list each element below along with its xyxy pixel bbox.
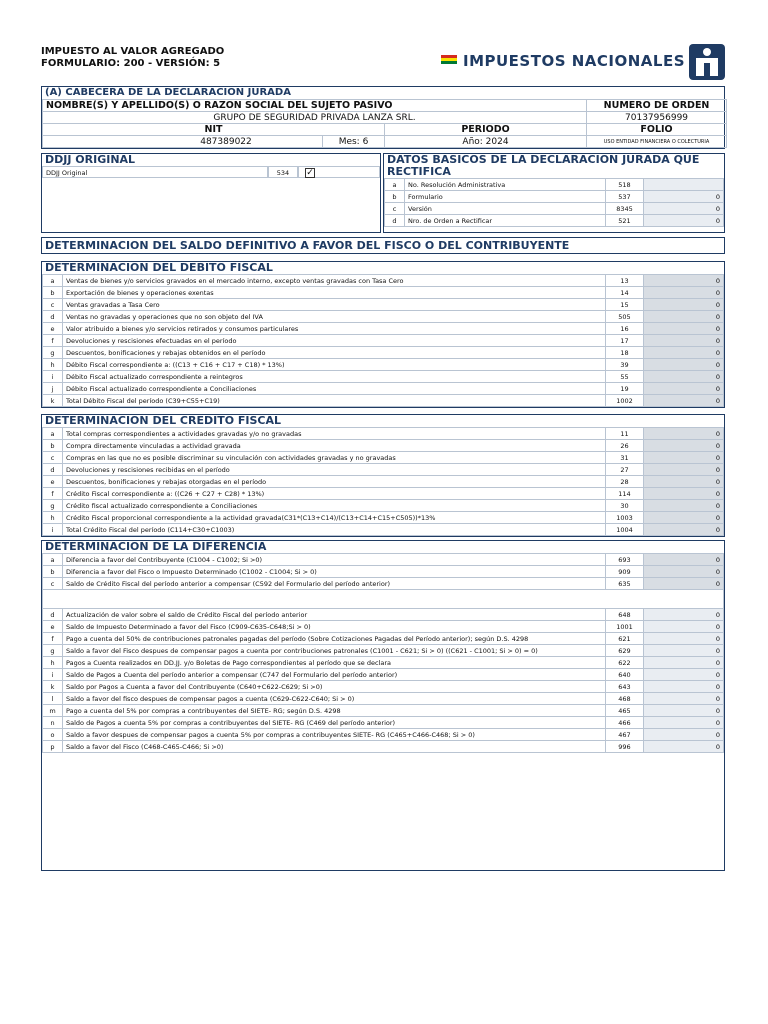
form-title-line2: FORMULARIO: 200 - VERSIÓN: 5 bbox=[41, 58, 221, 69]
ddjj-original-box bbox=[41, 153, 381, 233]
row-letter: o bbox=[43, 729, 63, 741]
table-row bbox=[43, 359, 724, 371]
row-code: 1001 bbox=[606, 621, 644, 633]
table-row bbox=[385, 215, 724, 227]
row-value[interactable]: 0 bbox=[644, 335, 724, 347]
row-letter: c bbox=[385, 203, 405, 215]
row-description: Descuentos, bonificaciones y rebajas otorgadas en el período bbox=[63, 476, 606, 488]
row-description: Saldo por Pagos a Cuenta a favor del Contribuyente (C640+C622-C629; Si >0) bbox=[63, 681, 606, 693]
row-letter: i bbox=[43, 669, 63, 681]
table-row bbox=[43, 741, 724, 753]
bolivia-flag-icon bbox=[441, 55, 457, 65]
row-description: Descuentos, bonificaciones y rebajas obtenidos en el período bbox=[63, 347, 606, 359]
table-row bbox=[43, 275, 724, 287]
form-page bbox=[41, 44, 725, 871]
table-row bbox=[43, 371, 724, 383]
row-code: 114 bbox=[606, 488, 644, 500]
nombre-value: GRUPO DE SEGURIDAD PRIVADA LANZA SRL. bbox=[43, 112, 587, 124]
row-value[interactable]: 0 bbox=[644, 669, 724, 681]
nit-value: 487389022 bbox=[43, 136, 323, 148]
row-value[interactable]: 0 bbox=[644, 512, 724, 524]
row-code: 19 bbox=[606, 383, 644, 395]
row-description: Valor atribuido a bienes y/o servicios retirados y consumos particulares bbox=[63, 323, 606, 335]
row-value[interactable]: 0 bbox=[644, 383, 724, 395]
table-row bbox=[43, 566, 724, 578]
row-letter: b bbox=[385, 191, 405, 203]
table-row bbox=[43, 633, 724, 645]
table-row bbox=[43, 524, 724, 536]
row-code: 26 bbox=[606, 440, 644, 452]
row-value[interactable]: 0 bbox=[644, 464, 724, 476]
table-row bbox=[43, 335, 724, 347]
row-code: 1004 bbox=[606, 524, 644, 536]
saldo-definitivo-title: DETERMINACION DEL SALDO DEFINITIVO A FAVOR DEL FISCO O DEL CONTRIBUYENTE bbox=[41, 237, 725, 254]
rectifica-box bbox=[383, 153, 725, 233]
row-code: 629 bbox=[606, 645, 644, 657]
row-description: Diferencia a favor del Contribuyente (C1004 - C1002; Si >0) bbox=[63, 554, 606, 566]
row-value[interactable]: 0 bbox=[644, 621, 724, 633]
row-description: Saldo a favor despues de compensar pagos a cuenta 5% por compras a contribuyentes SIETE- RG (C465+C466-C468; Si > 0) bbox=[63, 729, 606, 741]
table-row bbox=[43, 476, 724, 488]
table-row bbox=[43, 693, 724, 705]
row-code: 521 bbox=[606, 215, 644, 227]
row-description: Exportación de bienes y operaciones exentas bbox=[63, 287, 606, 299]
row-letter: i bbox=[43, 371, 63, 383]
row-value[interactable]: 0 bbox=[644, 729, 724, 741]
row-value[interactable]: 0 bbox=[644, 609, 724, 621]
row-code: 39 bbox=[606, 359, 644, 371]
row-code: 640 bbox=[606, 669, 644, 681]
form-header bbox=[41, 44, 725, 82]
row-value[interactable]: 0 bbox=[644, 476, 724, 488]
row-value[interactable]: 0 bbox=[644, 359, 724, 371]
table-row bbox=[43, 383, 724, 395]
row-description: Total Débito Fiscal del período (C39+C55+C19) bbox=[63, 395, 606, 407]
row-code: 996 bbox=[606, 741, 644, 753]
table-row bbox=[43, 452, 724, 464]
row-description: Saldo de Pagos a Cuenta del período anterior a compensar (C747 del Formulario del período anterior) bbox=[63, 669, 606, 681]
table-row bbox=[43, 554, 724, 566]
table-row bbox=[43, 299, 724, 311]
row-letter: e bbox=[43, 476, 63, 488]
row-code: 17 bbox=[606, 335, 644, 347]
row-code: 55 bbox=[606, 371, 644, 383]
cabecera-title: (A) CABECERA DE LA DECLARACION JURADA bbox=[45, 87, 291, 98]
table-row bbox=[385, 203, 724, 215]
row-value[interactable]: 0 bbox=[644, 633, 724, 645]
table-row bbox=[43, 428, 724, 440]
credito-table bbox=[42, 427, 724, 536]
ddjj-title: DDJJ ORIGINAL bbox=[45, 153, 136, 166]
row-value[interactable]: 0 bbox=[644, 428, 724, 440]
row-value[interactable]: 0 bbox=[644, 299, 724, 311]
row-code: 1002 bbox=[606, 395, 644, 407]
row-description: Total compras correspondientes a actividades gravadas y/o no gravadas bbox=[63, 428, 606, 440]
row-value[interactable]: 0 bbox=[644, 566, 724, 578]
row-value[interactable]: 0 bbox=[644, 524, 724, 536]
row-code: 14 bbox=[606, 287, 644, 299]
row-description: Compra directamente vinculadas a actividad gravada bbox=[63, 440, 606, 452]
row-code: 468 bbox=[606, 693, 644, 705]
row-value[interactable]: 0 bbox=[644, 554, 724, 566]
row-code: 28 bbox=[606, 476, 644, 488]
row-value[interactable]: 0 bbox=[644, 287, 724, 299]
diferencia-table-bottom bbox=[42, 608, 724, 753]
row-description: Devoluciones y rescisiones efectuadas en el período bbox=[63, 335, 606, 347]
row-letter: c bbox=[43, 452, 63, 464]
row-code: 643 bbox=[606, 681, 644, 693]
table-row bbox=[385, 179, 724, 191]
ddjj-original-row bbox=[42, 166, 380, 178]
cabecera-section bbox=[41, 86, 725, 149]
row-code: 621 bbox=[606, 633, 644, 645]
row-letter: m bbox=[43, 705, 63, 717]
row-letter: p bbox=[43, 741, 63, 753]
row-code: 8345 bbox=[606, 203, 644, 215]
row-letter: e bbox=[43, 323, 63, 335]
row-value[interactable]: 0 bbox=[644, 395, 724, 407]
row-code: 635 bbox=[606, 578, 644, 590]
row-letter: g bbox=[43, 645, 63, 657]
table-row bbox=[43, 311, 724, 323]
row-letter: c bbox=[43, 578, 63, 590]
row-letter: a bbox=[385, 179, 405, 191]
form-title bbox=[41, 46, 224, 70]
table-row bbox=[43, 347, 724, 359]
row-letter: h bbox=[43, 359, 63, 371]
debito-title: DETERMINACION DEL DEBITO FISCAL bbox=[45, 261, 273, 274]
table-row bbox=[43, 323, 724, 335]
row-code: 909 bbox=[606, 566, 644, 578]
row-description: Crédito Fiscal correspondiente a: ((C26 + C27 + C28) * 13%) bbox=[63, 488, 606, 500]
row-letter: g bbox=[43, 347, 63, 359]
row-value[interactable]: 0 bbox=[644, 657, 724, 669]
debito-section bbox=[41, 261, 725, 408]
row-letter: b bbox=[43, 287, 63, 299]
row-letter: n bbox=[43, 717, 63, 729]
row-code: 518 bbox=[606, 179, 644, 191]
credito-section bbox=[41, 414, 725, 537]
table-row bbox=[43, 287, 724, 299]
credito-title: DETERMINACION DEL CREDITO FISCAL bbox=[45, 414, 282, 427]
row-letter: e bbox=[43, 621, 63, 633]
table-row bbox=[43, 621, 724, 633]
row-letter: d bbox=[43, 464, 63, 476]
row-description: Pagos a Cuenta realizados en DD.JJ. y/o Boletas de Pago correspondientes al período que se declara bbox=[63, 657, 606, 669]
row-description: Crédito fiscal actualizado correspondiente a Conciliaciones bbox=[63, 500, 606, 512]
row-value[interactable]: 0 bbox=[644, 705, 724, 717]
table-row bbox=[43, 717, 724, 729]
row-description: Crédito Fiscal proporcional correspondiente a la actividad gravada(C31*(C13+C14)/(C13+C14+C15+C505))*13% bbox=[63, 512, 606, 524]
rectifica-table bbox=[384, 178, 724, 227]
ddjj-original-checkbox[interactable]: ✓ bbox=[306, 168, 314, 178]
row-value[interactable]: 0 bbox=[644, 741, 724, 753]
row-code: 648 bbox=[606, 609, 644, 621]
diferencia-title: DETERMINACION DE LA DIFERENCIA bbox=[45, 540, 267, 553]
table-row bbox=[43, 669, 724, 681]
row-value[interactable]: 0 bbox=[644, 645, 724, 657]
table-row bbox=[43, 395, 724, 407]
row-letter: b bbox=[43, 566, 63, 578]
row-code: 622 bbox=[606, 657, 644, 669]
row-code: 537 bbox=[606, 191, 644, 203]
table-row bbox=[385, 191, 724, 203]
row-letter: i bbox=[43, 524, 63, 536]
row-value[interactable] bbox=[644, 179, 724, 191]
row-letter: d bbox=[385, 215, 405, 227]
table-row bbox=[43, 488, 724, 500]
row-code: 505 bbox=[606, 311, 644, 323]
diferencia-section bbox=[41, 540, 725, 871]
row-description: Débito Fiscal actualizado correspondiente a Conciliaciones bbox=[63, 383, 606, 395]
row-description: Saldo de Impuesto Determinado a favor del Fisco (C909-C635-C648;Si > 0) bbox=[63, 621, 606, 633]
row-letter: b bbox=[43, 440, 63, 452]
row-code: 693 bbox=[606, 554, 644, 566]
row-letter: a bbox=[43, 554, 63, 566]
table-row bbox=[43, 705, 724, 717]
row-letter: a bbox=[43, 428, 63, 440]
row-value[interactable]: 0 bbox=[644, 323, 724, 335]
row-code: 467 bbox=[606, 729, 644, 741]
row-value[interactable]: 0 bbox=[644, 215, 724, 227]
row-description: Saldo de Pagos a cuenta 5% por compras a contribuyentes del SIETE- RG (C469 del período anterior) bbox=[63, 717, 606, 729]
ddjj-section bbox=[41, 153, 725, 247]
row-code: 27 bbox=[606, 464, 644, 476]
row-description: Compras en las que no es posible discriminar su vinculación con actividades gravadas y no gravadas bbox=[63, 452, 606, 464]
nombre-label: NOMBRE(S) Y APELLIDO(S) O RAZÓN SOCIAL DEL SUJETO PASIVO bbox=[43, 100, 587, 112]
table-row bbox=[43, 500, 724, 512]
row-description: Saldo a favor del Fisco despues de compensar pagos a cuenta por contribuciones patronales (C1001 - C621; Si > 0) ((C621 - C1001; Si > 0) = 0) bbox=[63, 645, 606, 657]
row-description: Ventas no gravadas y operaciones que no son objeto del IVA bbox=[63, 311, 606, 323]
table-row bbox=[43, 729, 724, 741]
table-row bbox=[43, 681, 724, 693]
row-letter: h bbox=[43, 657, 63, 669]
row-code: 18 bbox=[606, 347, 644, 359]
row-code: 16 bbox=[606, 323, 644, 335]
row-description: Devoluciones y rescisiones recibidas en el período bbox=[63, 464, 606, 476]
row-code: 31 bbox=[606, 452, 644, 464]
row-value[interactable]: 0 bbox=[644, 275, 724, 287]
row-description: Ventas gravadas a Tasa Cero bbox=[63, 299, 606, 311]
diferencia-spacer bbox=[42, 590, 724, 608]
row-code: 465 bbox=[606, 705, 644, 717]
row-letter: l bbox=[43, 693, 63, 705]
row-code: 1003 bbox=[606, 512, 644, 524]
row-description: Saldo de Crédito Fiscal del período anterior a compensar (C592 del Formulario del período anterior) bbox=[63, 578, 606, 590]
row-description: Diferencia a favor del Fisco o Impuesto Determinado (C1002 - C1004; Si > 0) bbox=[63, 566, 606, 578]
brand-name bbox=[441, 52, 685, 70]
row-description: Ventas de bienes y/o servicios gravados en el mercado interno, excepto ventas gravadas con Tasa Cero bbox=[63, 275, 606, 287]
row-letter: d bbox=[43, 311, 63, 323]
row-letter: f bbox=[43, 633, 63, 645]
row-description: Pago a cuenta del 5% por compras a contribuyentes del SIETE- RG; según D.S. 4298 bbox=[63, 705, 606, 717]
row-code: 11 bbox=[606, 428, 644, 440]
rectifica-title: DATOS BASICOS DE LA DECLARACION JURADA QUE RECTIFICA bbox=[387, 153, 700, 178]
row-description: Saldo a favor del Fisco (C468-C465-C466; Si >0) bbox=[63, 741, 606, 753]
folio-label: FOLIO bbox=[587, 124, 727, 136]
table-row bbox=[43, 512, 724, 524]
form-title-line1: IMPUESTO AL VALOR AGREGADO bbox=[41, 46, 225, 57]
row-value[interactable]: 0 bbox=[644, 191, 724, 203]
row-description: Versión bbox=[405, 203, 606, 215]
row-letter: k bbox=[43, 395, 63, 407]
row-letter: a bbox=[43, 275, 63, 287]
row-description: Débito Fiscal correspondiente a: ((C13 + C16 + C17 + C18) * 13%) bbox=[63, 359, 606, 371]
orden-value: 70137956999 bbox=[587, 112, 727, 124]
folio-note: USO ENTIDAD FINANCIERA O COLECTURIA bbox=[587, 136, 727, 148]
row-letter: g bbox=[43, 500, 63, 512]
row-letter: d bbox=[43, 609, 63, 621]
row-description: Débito Fiscal actualizado correspondiente a reintegros bbox=[63, 371, 606, 383]
row-description: No. Resolución Administrativa bbox=[405, 179, 606, 191]
row-letter: h bbox=[43, 512, 63, 524]
row-description: Total Crédito Fiscal del período (C114+C30+C1003) bbox=[63, 524, 606, 536]
row-description: Nro. de Orden a Rectificar bbox=[405, 215, 606, 227]
cabecera-table bbox=[42, 99, 727, 148]
table-row bbox=[43, 657, 724, 669]
row-value[interactable]: 0 bbox=[644, 693, 724, 705]
impuestos-logo-icon bbox=[689, 44, 725, 80]
periodo-mes: Mes: 6 bbox=[323, 136, 385, 148]
row-description: Formulario bbox=[405, 191, 606, 203]
row-letter: k bbox=[43, 681, 63, 693]
row-letter: c bbox=[43, 299, 63, 311]
ddjj-label: DDJJ Original bbox=[42, 166, 268, 178]
debito-table bbox=[42, 274, 724, 407]
row-value[interactable]: 0 bbox=[644, 452, 724, 464]
periodo-label: PERIODO bbox=[385, 124, 587, 136]
row-code: 30 bbox=[606, 500, 644, 512]
row-letter: j bbox=[43, 383, 63, 395]
row-code: 15 bbox=[606, 299, 644, 311]
diferencia-table-top bbox=[42, 553, 724, 590]
row-value[interactable]: 0 bbox=[644, 440, 724, 452]
table-row bbox=[43, 609, 724, 621]
row-value[interactable]: 0 bbox=[644, 347, 724, 359]
row-code: 466 bbox=[606, 717, 644, 729]
row-value[interactable]: 0 bbox=[644, 203, 724, 215]
row-letter: f bbox=[43, 488, 63, 500]
table-row bbox=[43, 440, 724, 452]
row-value[interactable]: 0 bbox=[644, 681, 724, 693]
row-value[interactable]: 0 bbox=[644, 717, 724, 729]
row-description: Saldo a favor del fisco despues de compensar pagos a cuenta (C629-C622-C640; Si > 0) bbox=[63, 693, 606, 705]
table-row bbox=[43, 645, 724, 657]
row-value[interactable]: 0 bbox=[644, 311, 724, 323]
orden-label: NÚMERO DE ORDEN bbox=[587, 100, 727, 112]
row-description: Pago a cuenta del 50% de contribuciones patronales pagadas del período (Sobre Cotizaciones Pagadas del Período anterior); según D.S. 4298 bbox=[63, 633, 606, 645]
row-description: Actualización de valor sobre el saldo de Crédito Fiscal del período anterior bbox=[63, 609, 606, 621]
table-row bbox=[43, 578, 724, 590]
row-value[interactable]: 0 bbox=[644, 371, 724, 383]
row-code: 13 bbox=[606, 275, 644, 287]
row-value[interactable]: 0 bbox=[644, 500, 724, 512]
nit-label: NIT bbox=[43, 124, 385, 136]
table-row bbox=[43, 464, 724, 476]
row-letter: f bbox=[43, 335, 63, 347]
ddjj-code: 534 bbox=[268, 166, 298, 178]
row-value[interactable]: 0 bbox=[644, 578, 724, 590]
periodo-anio: Año: 2024 bbox=[385, 136, 587, 148]
row-value[interactable]: 0 bbox=[644, 488, 724, 500]
brand-label: IMPUESTOS NACIONALES bbox=[462, 52, 685, 70]
